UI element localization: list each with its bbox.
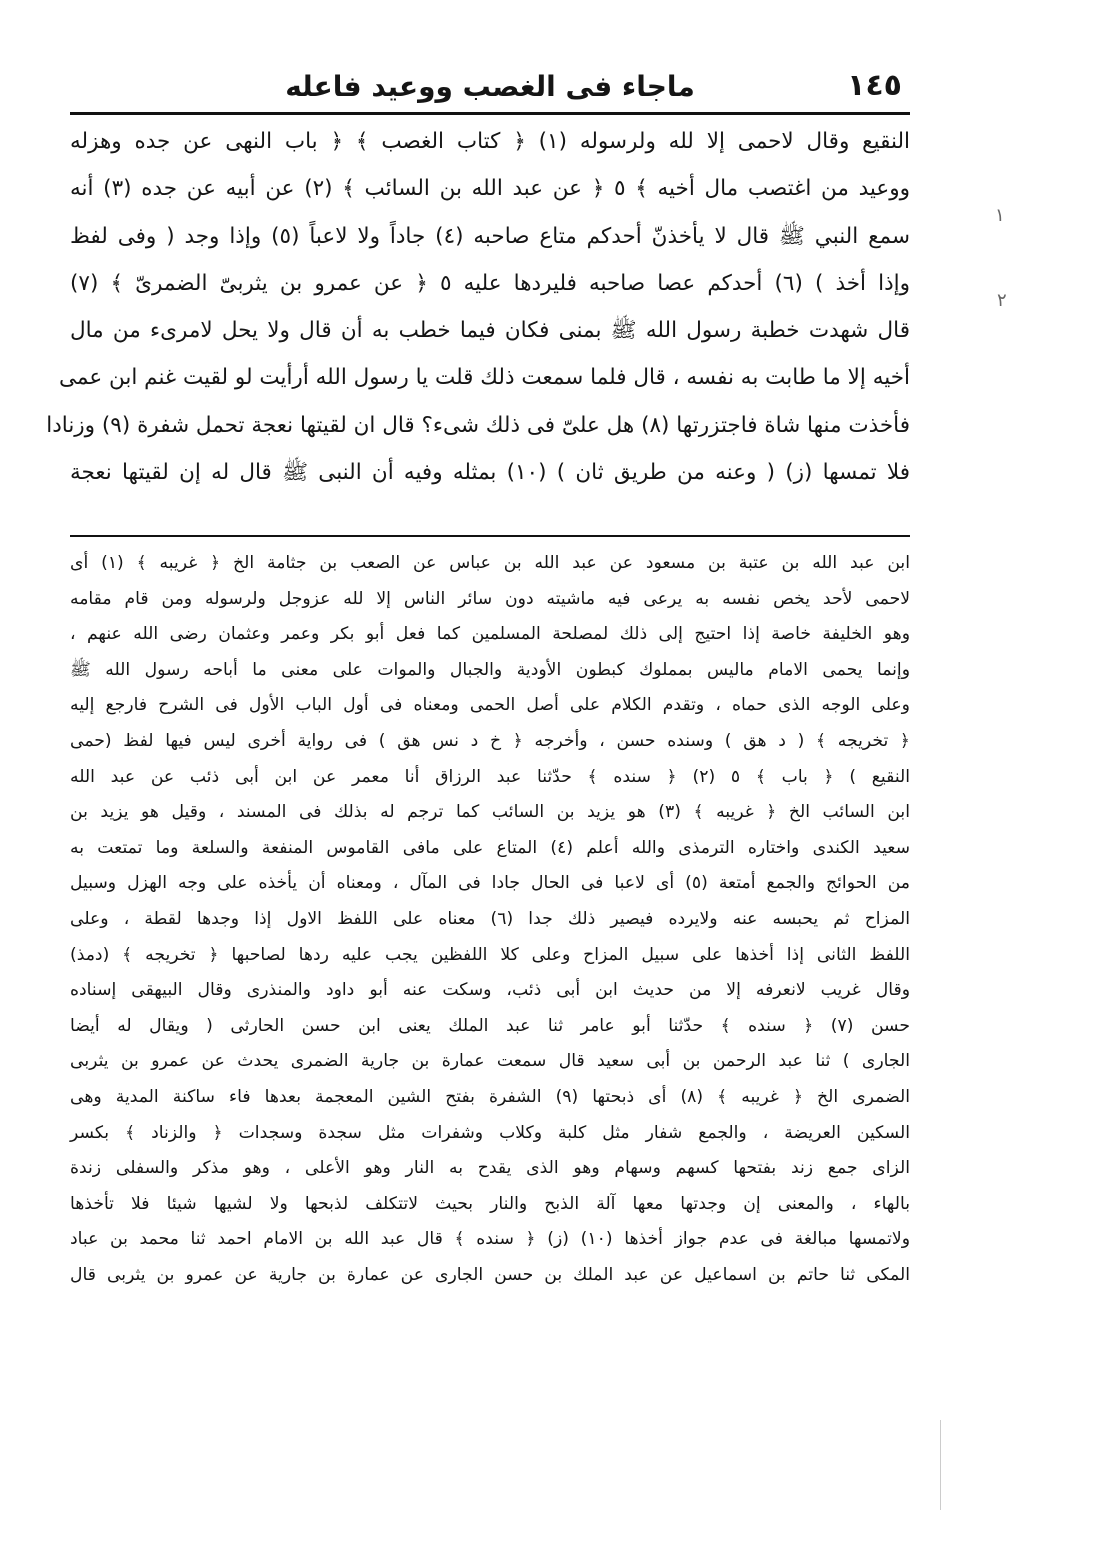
- note-line: الزاى جمع زند بفتحها كسهم وسهام وهو الذى يقدح به النار وهو الأعلى ، وهو مذكر والسفلى زندة: [70, 1158, 910, 1179]
- main-text: [46, 118, 911, 496]
- note-line: بالهاء ، والمعنى إن وجدتها معها آلة الذبح والنار بحيث لاتتكلف لذبحها ولا لشيها شيئا فلا تأخذها: [70, 1193, 910, 1214]
- note-line: الجارى ) ثنا عبد الرحمن بن أبى سعيد قال سمعت عمارة بن جارية الضمرى يحدث عن عمرو بن يثربى: [70, 1051, 910, 1072]
- note-line: وهو الخليفة خاصة إذا احتيج إلى ذلك لمصلحة المسلمين كما فعل أبو بكر وعمر وعثمان رضى الله عنهم ،: [70, 624, 910, 645]
- note-line: وقال غريب لانعرفه إلا من حديث ابن أبى ذئب، وسكت عنه أبو داود والمنذرى وقال البيهقى إسناده: [70, 980, 910, 1001]
- note-line: ﴿ تخريجه ﴾ ( د هق ) وسنده حسن ، وأخرجه ﴿ خ د نس هق ) فى رواية أخرى ليس فيها لفظ (حمى: [70, 730, 910, 751]
- main-line: قال شهدت خطبة رسول الله ﷺ بمنى فكان فيما خطب به أن قال ولا يحل لامرىء من مال: [70, 318, 910, 344]
- main-line: سمع النبي ﷺ قال لا يأخذنّ أحدكم متاع صاحبه (٤) جاداً ولا لاعباً (٥) وإذا وجد ( وفى لفظ: [70, 223, 910, 249]
- note-line: النقيع ) ﴿ باب ﴾ ٥ (٢) ﴿ سنده ﴾ حدّثنا عبد الرزاق أنا معمر عن ابن أبى ذئب عن عبد الله: [70, 766, 911, 787]
- header-rule: [70, 112, 910, 115]
- running-title: ماجاء فى الغصب ووعيد فاعله: [285, 69, 695, 103]
- main-line: أخيه إلا ما طابت به نفسه ، قال فلما سمعت ذلك قلت يا رسول الله أرأيت لو لقيت غنم ابن عمى: [58, 365, 910, 391]
- page-header: [70, 62, 910, 110]
- margin-note-2: ٢: [997, 290, 1007, 311]
- note-line: حسن (٧) ﴿ سنده ﴾ حدّثنا أبو عامر ثنا عبد الملك يعنى ابن حسن الحارثى ( ويقال له أيضا: [70, 1015, 910, 1036]
- note-line: المزاح ثم يحبسه عنه ولايرده فيصير ذلك جدا (٦) معناه على اللفظ الاول إذا وجدها لقطة ، وعلى: [70, 908, 910, 929]
- main-line: ووعيد من اغتصب مال أخيه ﴾ ٥ ﴿ عن عبد الله بن السائب ﴾ (٢) عن أبيه عن جده (٣) أنه: [70, 176, 910, 202]
- note-line: لاحمى لأحد يخص نفسه به يرعى فيه ماشيته دون سائر الناس إلا لله عزوجل ولرسوله ومن قام مقامه: [70, 588, 910, 609]
- note-line: ابن السائب الخ ﴿ غريبه ﴾ (٣) هو يزيد بن السائب كما ترجم له بذلك فى المسند ، وقيل هو يزيد بن: [70, 802, 910, 823]
- note-line: من الحوائج والجمع أمتعة (٥) أى لاعبا فى الحال جادا فى المآل ، ومعناه أن يأخذه على وجه الهزل وسبيل: [70, 873, 910, 894]
- note-line: الضمرى الخ ﴿ غريبه ﴾ (٨) أى ذبحتها (٩) الشفرة بفتح الشين المعجمة بعدها فاء ساكنة المدية وهى: [70, 1086, 910, 1107]
- footnote-divider: [70, 535, 910, 537]
- scan-edge-mark: [940, 1420, 941, 1510]
- note-line: ابن عبد الله بن عتبة بن مسعود عن عبد الله بن عباس عن الصعب بن جثامة الخ ﴿ غريبه ﴾ (١) أى: [70, 553, 910, 573]
- margin-note-1: ١: [995, 205, 1005, 226]
- note-line: السكين العريضة ، والجمع شفار مثل كلبة وكلاب وشفرات مثل سجدة وسجدات ﴿ والزناد ﴾ بكسر: [70, 1122, 910, 1143]
- main-line: فأخذت منها شاة فاجتزرتها (٨) هل علىّ فى ذلك شىء؟ قال ان لقيتها نعجة تحمل شفرة (٩) وزنادا: [46, 412, 910, 438]
- footnotes: [70, 546, 910, 1293]
- note-line: المكى ثنا حاتم بن اسماعيل عن عبد الملك بن حسن الجارى عن عمارة بن جارية عن عمرو بن يثربى قال: [70, 1264, 910, 1285]
- note-line: اللفظ الثانى إذا أخذها على سبيل المزاح وعلى كلا اللفظين يجب عليه ردها لصاحبها ﴿ تخريجه ﴾ (دمذ): [70, 944, 910, 965]
- main-line: فلا تمسها (ز) ( وعنه من طريق ثان ) (١٠) بمثله وفيه أن النبى ﷺ قال له إن لقيتها نعجة: [70, 460, 910, 486]
- note-line: وإنما يحمى الامام ماليس بمملوك كبطون الأودية والجبال والموات على معنى ما أباحه رسول الله ﷺ: [70, 659, 910, 680]
- main-line: النقيع وقال لاحمى إلا لله ولرسوله (١) ﴿ كتاب الغصب ﴾ ﴿ باب النهى عن جده وهزله: [70, 129, 910, 154]
- note-line: ولاتمسها مبالغة فى عدم جواز أخذها (١٠) (ز) ﴿ سنده ﴾ قال عبد الله بن الامام احمد ثنا محمد بن عباد: [70, 1229, 910, 1250]
- page-number: ١٤٥: [847, 68, 902, 103]
- note-line: سعيد الكندى واختاره الترمذى والله أعلم (٤) المتاع على مافى القاموس المنفعة والسلعة وما تمتعت به: [70, 837, 910, 858]
- note-line: وعلى الوجه الذى حماه ، وتقدم الكلام على أصل الحمى ومعناه فى أول الباب الأول فى الشرح فارجع إليه: [70, 695, 910, 716]
- main-line: وإذا أخذ ) (٦) أحدكم عصا صاحبه فليردها عليه ٥ ﴿ عن عمرو بن يثربىّ الضمرىّ ﴾ (٧): [70, 270, 911, 296]
